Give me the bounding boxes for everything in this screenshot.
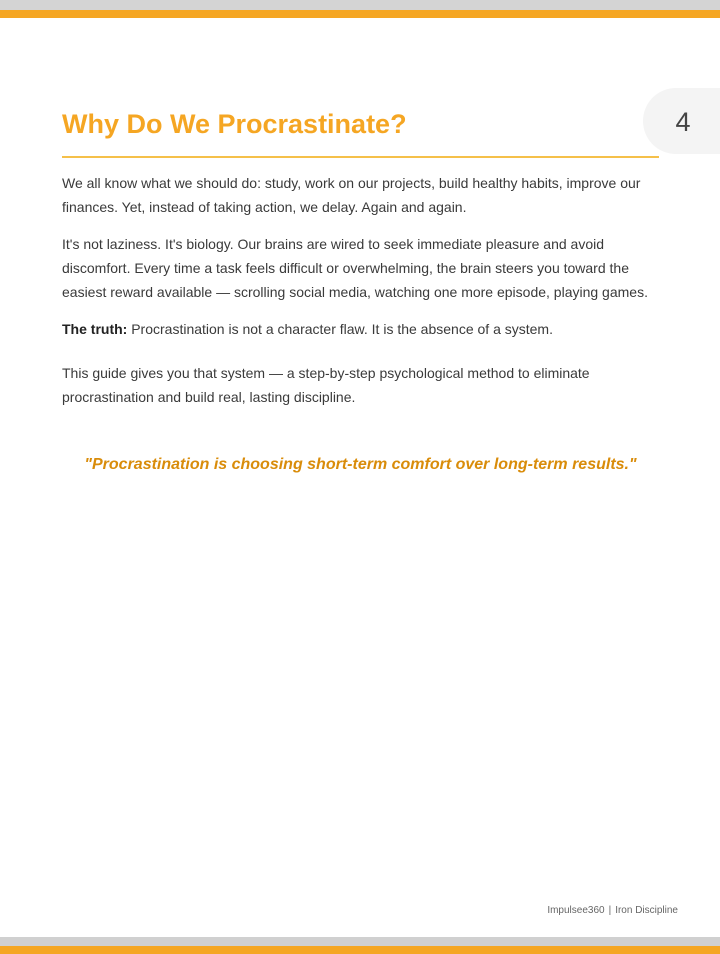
footer-separator: |: [608, 905, 612, 916]
top-band-orange-stripe: [0, 10, 720, 18]
page-number: 4: [675, 107, 691, 137]
bottom-band-orange-stripe: [0, 946, 720, 954]
footer: [547, 904, 678, 918]
paragraph-biology: It's not laziness. It's biology. Our brains are wired to seek immediate pleasure and avoid discomfort. Every time a task feels difficult or overwhelming, the brain steers you toward the easiest reward available — scrolling social media, watching one more episode, playing games.: [62, 236, 648, 300]
title-underline-rule: [62, 156, 659, 158]
top-band-gray-stripe: [0, 0, 720, 10]
pull-quote: "Procrastination is choosing short-term comfort over long-term results.": [84, 456, 637, 473]
bottom-band-gray-stripe: [0, 937, 720, 946]
paragraph-intro: We all know what we should do: study, work on our projects, build healthy habits, improve our finances. Yet, instead of taking action, we delay. Again and again.: [62, 175, 641, 215]
paragraph-truth: [62, 317, 662, 341]
footer-brand: Impulsee360: [547, 905, 605, 916]
footer-book-title: Iron Discipline: [615, 905, 678, 916]
page-title: Why Do We Procrastinate?: [62, 109, 407, 139]
truth-label: The truth:: [62, 321, 128, 337]
paragraph-guide: This guide gives you that system — a step-by-step psychological method to eliminate procrastination and build real, lasting discipline.: [62, 365, 590, 405]
truth-text: Procrastination is not a character flaw. It is the absence of a system.: [127, 321, 553, 337]
bottom-decorative-band: [0, 937, 720, 954]
top-decorative-band: [0, 0, 720, 18]
